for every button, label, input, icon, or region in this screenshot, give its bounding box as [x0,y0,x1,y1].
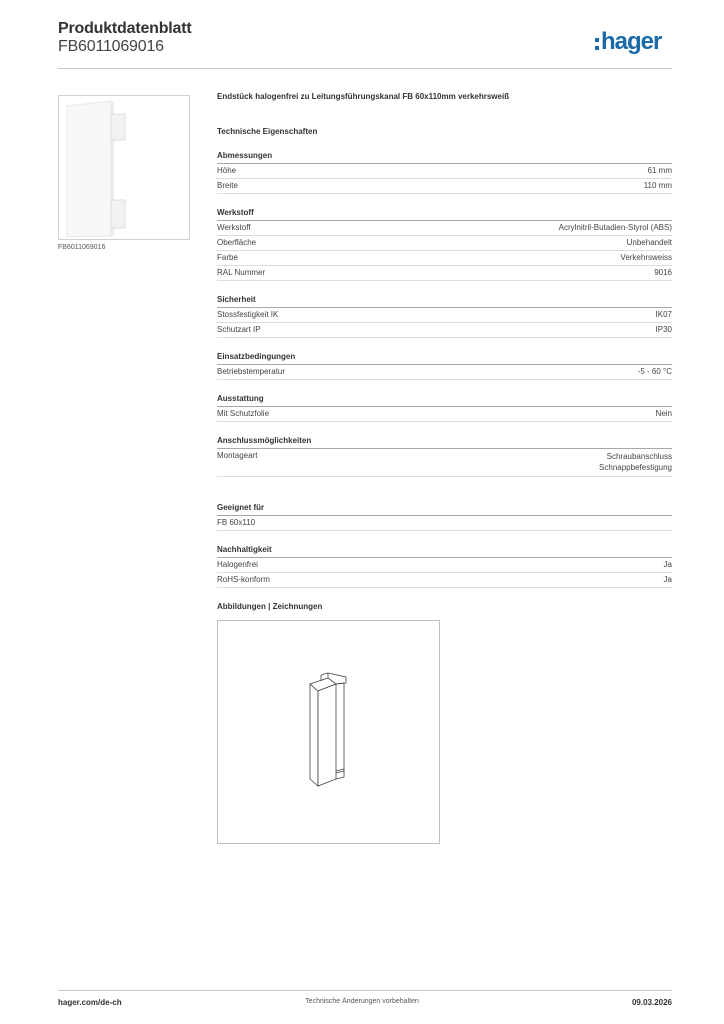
section-title: Ausstattung [217,394,672,407]
spec-label: Werkstoff [217,223,251,232]
product-thumbnail [58,95,190,240]
spec-label: RoHS-konform [217,575,270,584]
spec-value: Acrylnitril-Butadien-Styrol (ABS) [558,223,672,232]
spec-row [217,179,672,194]
spec-row [217,516,672,531]
spec-row [217,308,672,323]
hager-logo[interactable] [595,28,661,56]
tech-properties-heading: Technische Eigenschaften [217,127,318,136]
section-title: Werkstoff [217,208,672,221]
spec-value: 61 mm [647,166,672,175]
spec-label: Höhe [217,166,237,175]
spec-value: Ja [663,575,672,584]
figures-heading: Abbildungen | Zeichnungen [217,602,323,611]
spec-content [217,92,672,844]
spec-value: 110 mm [643,181,672,190]
section-einsatzbedingungen [217,352,672,380]
spec-row [217,164,672,179]
spec-label: Oberfläche [217,238,257,247]
spec-label: Schutzart IP [217,325,261,334]
spec-label: Mit Schutzfolie [217,409,270,418]
spec-value: 9016 [654,268,672,277]
spec-value: Nein [655,409,672,418]
spec-label: Breite [217,181,238,190]
spec-row [217,323,672,338]
hager-dots-icon [595,38,599,50]
section-ausstattung [217,394,672,422]
spec-row [217,365,672,380]
spec-label: Halogenfrei [217,560,258,569]
spec-value: IK07 [655,310,672,319]
section-title: Einsatzbedingungen [217,352,672,365]
spec-value: Verkehrsweiss [620,253,672,262]
spec-label: FB 60x110 [217,518,256,527]
spec-label: Betriebstemperatur [217,367,286,376]
thumbnail-caption: FB6011069016 [58,244,106,251]
section-title: Anschlussmöglichkeiten [217,436,672,449]
technical-drawing [217,620,440,844]
section-title: Abmessungen [217,151,672,164]
end-cap-photo-icon [59,96,189,239]
spec-label: RAL Nummer [217,268,266,277]
spec-row [217,221,672,236]
spec-value-line: Schnappbefestigung [599,463,672,472]
product-description: Endstück halogenfrei zu Leitungsführungskanal FB 60x110mm verkehrsweiß [217,92,510,101]
section-anschluss [217,436,672,477]
spec-row [217,236,672,251]
spec-value: Ja [663,560,672,569]
end-cap-drawing-icon [218,621,439,843]
spec-row [217,251,672,266]
section-werkstoff [217,208,672,281]
header-divider [58,68,672,69]
footer-website-link[interactable]: hager.com/de-ch [58,998,122,1007]
section-title: Nachhaltigkeit [217,545,672,558]
spec-value-line: Schraubanschluss [606,452,672,461]
spec-label: Farbe [217,253,238,262]
spec-row [217,558,672,573]
spec-label: Montageart [217,451,258,460]
logo-text: hager [601,28,662,55]
spec-value: Unbehandelt [626,238,672,247]
product-number: FB6011069016 [58,38,164,55]
section-sicherheit [217,295,672,338]
spec-row [217,573,672,588]
section-geeignet [217,503,672,531]
spec-label: Stossfestigkeit IK [217,310,279,319]
spec-value: IP30 [655,325,672,334]
footer-date: 09.03.2026 [631,998,672,1007]
section-title: Sicherheit [217,295,672,308]
footer-notice: Technische Änderungen vorbehalten [305,998,419,1005]
page-title: Produktdatenblatt [58,20,192,37]
section-nachhaltigkeit [217,545,672,588]
spec-row [217,266,672,281]
footer-divider [58,990,672,991]
spec-value: -5 - 60 °C [637,367,672,376]
spec-row [217,407,672,422]
spec-value [599,451,672,473]
section-title: Geeignet für [217,503,672,516]
spec-row [217,449,672,477]
section-abmessungen [217,151,672,194]
